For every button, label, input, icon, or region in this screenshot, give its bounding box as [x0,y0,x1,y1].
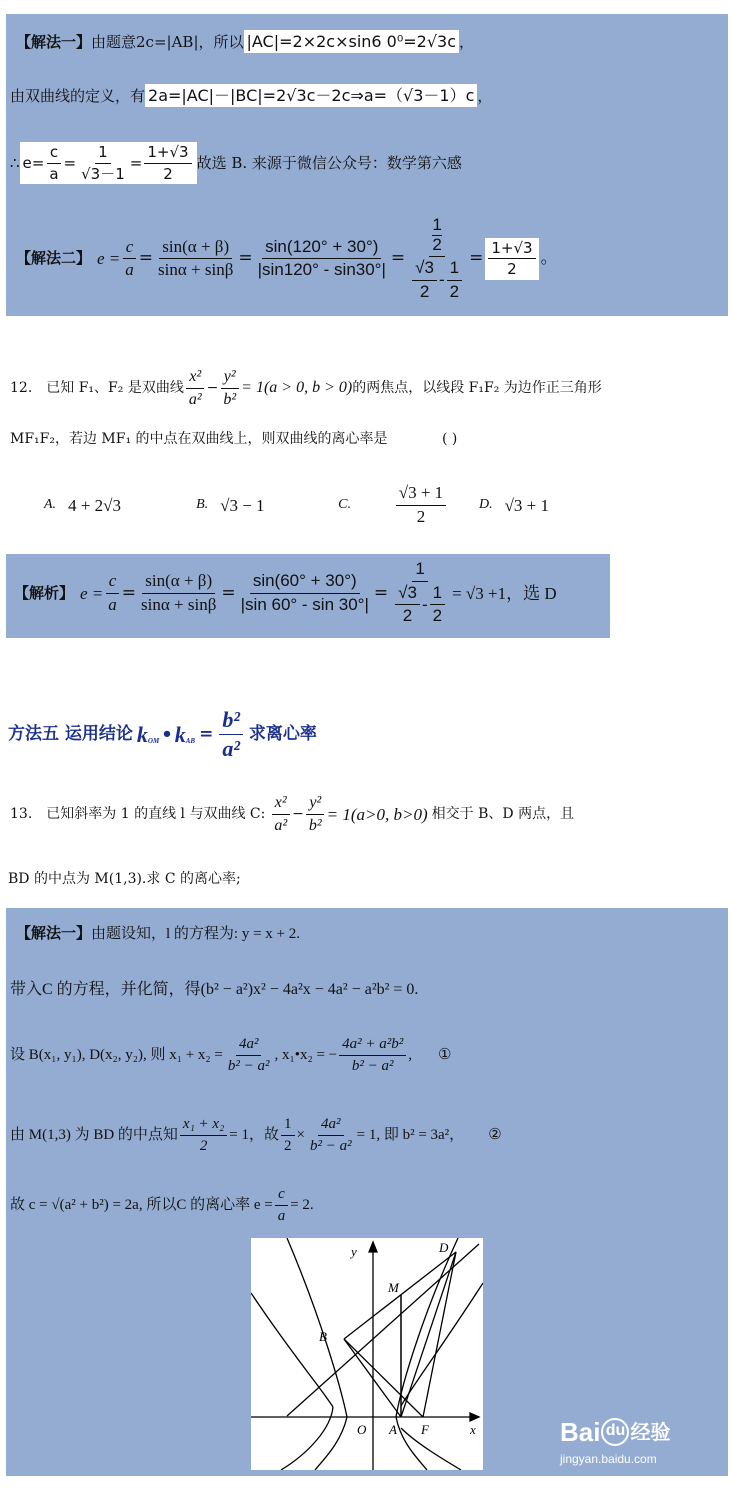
frac-num: sin(α + β) [159,238,232,260]
frac-den: a [277,1207,286,1224]
frac-den: sinα + sinβ [141,594,217,614]
sol3-line-2 [10,982,418,998]
frac-den: 2 [402,606,413,626]
sol2-end: 。 [540,248,558,269]
ana-e: e = [80,583,104,603]
sol3-l3-mid: , x₁•x₂ = − [274,1046,338,1063]
sol3-l4-start: 由 M(1,3) 为 BD 的中点知 [10,1126,178,1143]
sol1-l3-text: 故选 B. 来源于微信公众号：数学第六感 [196,153,462,172]
frac-den: a [49,164,59,183]
frac-den: b² − a² [309,1137,352,1154]
times-sign: × [296,1126,305,1143]
sol3-tag: 【解法一】 [16,924,92,942]
frac-den: 2 [507,260,517,279]
frac-num: c [275,1186,288,1206]
k-ab: k [174,721,186,747]
frac-den: 2 [163,164,173,183]
sol3-l1: 由题设知，l 的方程为: y = x + 2. [91,926,301,942]
frac-num: sin(120° + 30°) [262,238,381,260]
frac-den: b² − a² [227,1057,270,1074]
sol1-l1-text: 由题意2c=|AB|，所以 [91,33,244,51]
ana-result: = √3 +1，选 D [452,583,557,603]
frac-num: √3 [412,259,437,281]
sol1-l1-end: ， [459,33,475,51]
option-d-label: D. [478,497,493,513]
option-d-value: √3 + 1 [504,495,550,515]
sol3-l5-start: 故 c = √(a² + b²) = 2a, 所以C 的离心率 e = [10,1196,273,1213]
frac-num: 4a² [236,1036,262,1056]
q13-number: 13. [10,806,33,823]
sol3-line-4 [10,1116,502,1154]
hyperbola-left-outer [251,1293,333,1407]
label-x: x [470,1422,476,1437]
sol3-l5-end: = 2. [290,1196,314,1213]
sol1-l2-formula: 2a=|AC|－|BC|=2√3c－2c⇒a=（√3－1）c [145,84,477,107]
hyperbola-right-outer [401,1283,483,1406]
ana-complex-frac: 1 $\frac{√3}{2}$ - $\frac{1}{2}$ [390,560,450,626]
frac-den: a² [188,390,202,408]
q12-l2: MF₁F₂，若边 MF₁ 的中点在双曲线上，则双曲线的离心率是 [10,431,388,447]
frac-num: sin(60° + 30°) [250,572,360,594]
k-om: k [136,721,148,747]
sol3-l3-start: 设 B(x₁, y₁), D(x₂, y₂), 则 x₁ + x₂ = [10,1046,223,1063]
sol1-line-3 [10,142,462,184]
analysis-tag: 【解析】 [14,583,75,602]
paw-icon: du [601,1418,629,1446]
frac-num: 4a² + a²b² [339,1036,406,1056]
frac-den: b² [223,390,237,408]
frac-den: √3－1 [81,164,125,183]
q13-line-1: 13. 已知斜率为 1 的直线 l 与双曲线 C: $\frac{\text{x²}}{\text{a²}}$ − $\frac{\text{y²}}{\text{b²}}$ = 1(a>0, b>0) 相交于 B、D 两点，且 [10,794,575,834]
baidu-watermark [560,1418,710,1478]
sol1-l2-text: 由双曲线的定义，有 [10,87,146,105]
option-a-value: 4 + 2√3 [68,495,121,515]
sol2-tag: 【解法二】 [16,249,92,268]
frac-num: x₁ + x₂ [180,1116,227,1136]
frac-num: 1+√3 [144,144,191,164]
sol2-e: e = [97,249,121,269]
frac-den: a² [222,736,240,762]
frac-num: 1+√3 [488,240,535,260]
sol1-l3-formula: e= $\frac{c}{a}$ = $\frac{1}{√3-1}$ = $\frac{1+√3}{2}$ [20,142,197,184]
hyperbola-figure [251,1238,483,1470]
label-y: y [351,1244,357,1259]
q12-options [44,484,684,526]
frac-den: |sin120° - sin30°| [257,260,386,280]
frac-num: y² [306,794,324,815]
q12-l1-tail: 的两焦点，以线段 F₁F₂ 为边作正三角形 [352,380,602,397]
frac-den: a [125,260,134,280]
sol3-line-3 [10,1036,451,1074]
label-d: D [439,1240,449,1255]
circled-2: ② [488,1126,502,1143]
frac-num: c [123,238,137,260]
frac-num: 1 [432,215,442,234]
dot-operator: • [161,723,173,745]
option-b-value: √3 − 1 [220,495,265,515]
frac-den: 2 [432,606,443,626]
option-b-label: B. [196,497,209,513]
watermark-url: jingyan.baidu.com [560,1452,657,1466]
segment-bf [344,1339,423,1417]
watermark-brand: Bai [560,1417,601,1447]
hyperbola-graph [251,1238,483,1470]
option-c-label: C. [338,497,351,513]
sol3-l2: 带入C 的方程，并化简，得(b² − a²)x² − 4a²x − 4a² − a²b² = 0. [10,981,419,998]
frac-num: x² [272,794,290,815]
sol3-line-5 [10,1186,314,1224]
option-a-label: A. [44,497,57,513]
therefore-symbol: ∴ [10,153,20,172]
q13-eq: = 1(a>0, b>0) [326,804,428,824]
frac-num: c [47,144,61,164]
sol2-complex-frac: $\frac{1}{2}$ $\frac{√3}{2}$ - $\frac{1}{2}$ [407,216,467,302]
circled-1: ① [438,1046,452,1063]
q12-number: 12. [10,380,33,397]
frac-den: 2 [419,282,430,302]
method5-tail: 求离心率 [248,724,317,745]
sol1-e-eq: e= [22,153,45,172]
method5-eq: = [199,724,214,745]
frac-num: √3 [395,584,420,606]
frac-num: y² [221,368,239,389]
frac-num: √3 + 1 [396,484,446,506]
q13-line-2 [8,872,241,886]
label-a: A [389,1422,397,1437]
frac-den: |sin 60° - sin 30°| [240,594,369,614]
frac-den: 2 [284,1137,292,1154]
k-om-sub: OM [147,737,160,746]
answer-paren: ( ) [442,431,458,447]
frac-den: sinα + sinβ [158,260,234,280]
frac-num: 4a² [318,1116,344,1136]
sol3-l4-mid: = 1，故 [229,1126,280,1143]
frac-den: a² [274,816,288,834]
frac-den: a [108,594,117,614]
frac-num: 1 [95,144,111,164]
method5-title: 方法五 运用结论 [8,724,133,745]
q13-l2: BD 的中点为 M(1,3).求 C 的离心率; [8,871,241,887]
y-axis-arrow [369,1242,377,1252]
q12-line-1: 12. 已知 F₁、F₂ 是双曲线 $\frac{\text{x²}}{\text{a²}}$ − $\frac{\text{y²}}{\text{b²}}$ = 1(a > 0, b > 0) 的两焦点，以线段 F₁F₂ 为边作正三角形 [10,368,602,408]
frac-num: 1 [412,560,427,582]
sol3-l3-end: , [408,1046,413,1063]
hyperbola-left-branch [287,1238,347,1470]
analysis-line: 【解析】 e = $\frac{c}{a}$ = $\frac{\sin(\alpha + \beta)}{\sin\alpha + \sin\beta}$ = $\frac{\sin(60^\circ + 30^\circ)}{|\sin 60^\circ - \sin 30^\circ|}$ = 1 $\frac{√3}{2}$ - $\frac{1}{2}$ = √3 +1，选 D [14,559,557,626]
sol3-line-1 [16,926,300,942]
frac-den: 2 [432,234,442,254]
frac-num: c [106,572,120,594]
q13-l1: 已知斜率为 1 的直线 l 与双曲线 C: [46,806,266,823]
frac-den: b² [308,816,322,834]
method5-heading [8,708,317,761]
segment-bd [344,1252,456,1339]
sol1-tag: 【解法一】 [16,33,92,51]
frac-num: 1 [281,1116,295,1136]
q12-l1-eq: = 1(a > 0, b > 0) [241,379,353,397]
x-axis-arrow [470,1413,479,1421]
frac-num: sin(α + β) [142,572,215,594]
frac-den: 2 [199,1137,208,1154]
q13-tail: 相交于 B、D 两点，且 [431,806,575,823]
frac-den: 2 [416,506,426,526]
label-f: F [421,1422,429,1437]
frac-num: 1 [430,584,445,606]
frac-num: b² [219,708,243,735]
sol2-line: 【解法二】 e = $\frac{c}{a}$ = $\frac{\sin(\alpha + \beta)}{\sin\alpha + \sin\beta}$ = $\frac{\sin(120^\circ + 30^\circ)}{|\sin 120^\circ - \sin 30^\circ|}$ = $\frac{1}{2}$ $\frac{√3}{2}$ - $\frac{1}{2}$ = $\frac{1+√3}{2}$ 。 [16,215,558,302]
sol3-l4-end: = 1, 即 b² = 3a²， [356,1126,465,1143]
sol1-l2-end: ， [477,87,493,105]
frac-num: 1 [447,259,462,281]
label-m: M [388,1280,399,1295]
label-o: O [357,1422,367,1437]
sol1-line-1 [16,34,474,50]
sol1-l1-formula: |AC|=2×2c×sin6 0⁰=2√3c [244,30,460,53]
k-ab-sub: AB [185,737,196,746]
watermark-cn: 经验 [630,1420,671,1444]
frac-num: x² [186,368,204,389]
sol1-line-2 [10,88,492,104]
label-b: B [319,1329,327,1344]
q12-line-2 [10,432,457,446]
frac-den: 2 [449,282,460,302]
q12-l1: 已知 F₁、F₂ 是双曲线 [46,380,184,397]
frac-den: b² − a² [351,1057,394,1074]
